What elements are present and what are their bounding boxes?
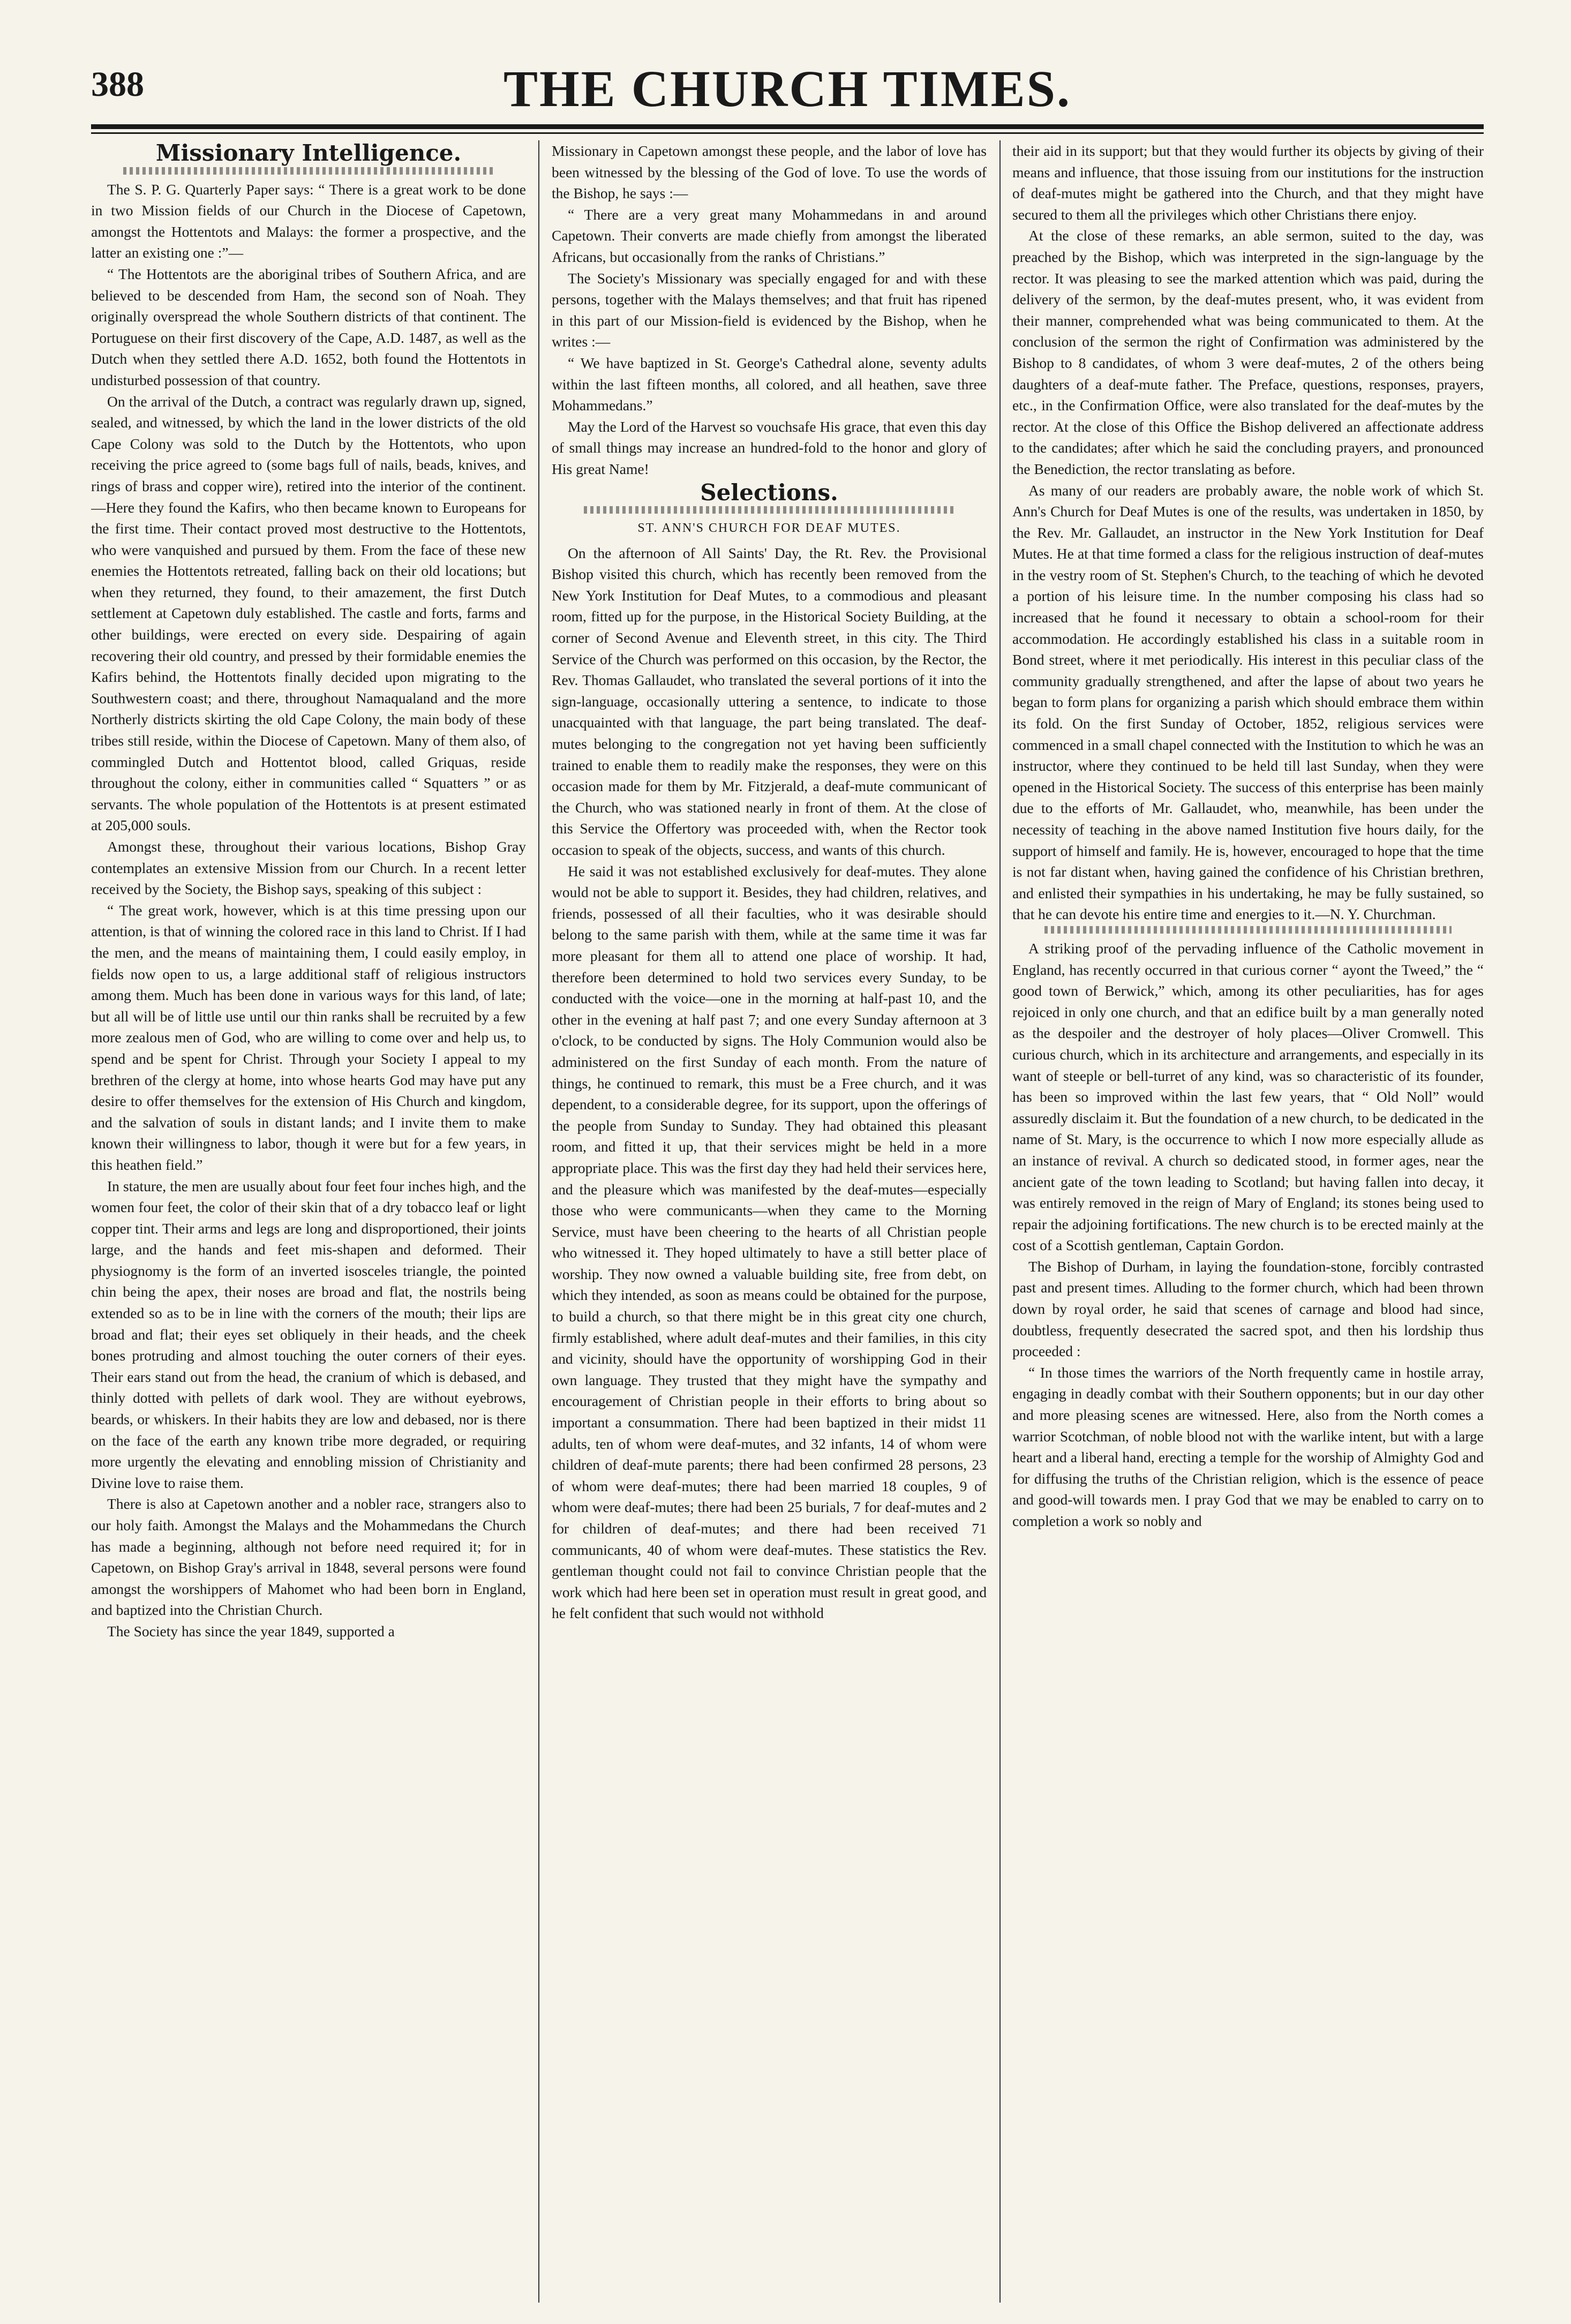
paragraph: The Bishop of Durham, in laying the foundation-stone, forcibly contrasted past and present times. Alluding to the former church, which had been thrown down by royal order, he said that scenes of carnage and blood had since, doubtless, frequently desecrated the sacred spot, and then his lordship thus proceeded :: [1012, 1258, 1484, 1360]
paragraph: He said it was not established exclusively for deaf-mutes. They alone would not be able to support it. Besides, they had children, relatives, and friends, possessed of all their faculties, who it was desirable should belong to the same parish with them, while at the same time it was far more pleasant for them all to attend one place of worship. It had, therefore been determined to hold two services every Sunday, to be conducted with the voice—one in the morning at half-past 10, and the other in the evening at half past 7; and one every Sunday afternoon at 3 o'clock, to be conducted by signs. The Holy Communion would also be administered on the first Sunday of each month. From the nature of things, he continued to remark, this must be a Free church, and it was dependent, to a considerable degree, for its support, upon the offerings of the people from Sunday to Sunday. They had obtained this pleasant room, and fitted it up, that their services might be held in a more appropriate place. This was the first day they had held their services here, and the pleasure which was manifested by the deaf-mutes—especially those who were communicants—when they came to the Morning Service, must have been cheering to the hearts of all Christian people who witnessed it. They hoped ultimately to have a still better place of worship. They now owned a valuable building site, free from debt, on which they intended, as soon as means could be obtained for the purpose, to build a church, so that there might be in this great city one church, firmly established, where adult deaf-mutes and their families, in this city and vicinity, should have the opportunity of worshipping God in their own language. They trusted that they might have the sympathy and encouragement of Christian people in their efforts to bring about so important a consummation. There had been baptized in their midst 11 adults, ten of whom were deaf-mutes, and 32 infants, 14 of whom were children of deaf-mute parents; there had been confirmed 28 persons, 23 of whom were deaf-mutes; there had been married 18 couples, 9 of whom were deaf-mutes; there had been 25 burials, 7 for deaf-mutes and 2 for children of deaf-mutes; and there had been received 71 communicants, 40 of whom were deaf-mutes. These statistics the Rev. gentleman thought could not fail to convince Christian people that the work which had here been set in operation must result in great good, and he felt confident that such would not withhold: [552, 862, 987, 1622]
wavy-divider: [584, 506, 954, 514]
masthead-rule-thick: [91, 124, 1484, 129]
section-heading-missionary: Missionary Intelligence.: [155, 140, 462, 166]
page-number: 388: [91, 65, 144, 104]
column-divider: [538, 140, 539, 2303]
article-subheading: ST. ANN'S CHURCH FOR DEAF MUTES.: [637, 521, 901, 536]
paragraph: The Society's Missionary was specially engaged for and with these persons, together with the Malays themselves; and that fruit has ripened in this part of our Mission-field is evidenced by the Bishop, when he writes :—: [552, 269, 987, 350]
column-2: [552, 140, 987, 2303]
wavy-divider: [1044, 926, 1452, 934]
column-divider: [999, 140, 1001, 2303]
column-3: [1012, 140, 1484, 2303]
masthead: [91, 59, 1484, 118]
paragraph: In stature, the men are usually about four feet four inches high, and the women four feet, the color of their skin that of a dry tobacco leaf or light copper tint. Their arms and legs are long and disproportioned, their joints large, and the hands and feet mis-shapen and deformed. Their physiognomy is the form of an inverted isosceles triangle, the pointed chin being the apex, their noses are broad and flat, the nostrils being extended so as to be in line with the corners of the mouth; their lips are broad and flat; their eyes set obliquely in their heads, and the cheek bones protruding and almost touching the outer corners of their eyes. Their ears stand out from the head, the cranium of which is debased, and thinly dotted with pellets of dark wool. They are without eyebrows, beards, or whiskers. In their habits they are low and debased, nor is there on the face of the earth any known tribe more degraded, or requiring more urgently the elevating and ennobling mission of Christianity and Divine love to raise them.: [91, 1177, 526, 1491]
section-heading-selections: Selections.: [700, 479, 838, 506]
column-1: [91, 140, 526, 2303]
masthead-rule-thin: [91, 132, 1484, 134]
paragraph: On the afternoon of All Saints' Day, the Rt. Rev. the Provisional Bishop visited this church, which has recently been removed from the New York Institution for Deaf Mutes, to a commodious and pleasant room, fitted up for the purpose, in the Historical Society Building, at the corner of Second Avenue and Eleventh street, in this city. The Third Service of the Church was performed on this occasion, by the Rector, the Rev. Thomas Gallaudet, who translated the several portions of it into the sign-language, occasionally uttering a sentence, to indicate to those unacquainted with that language, the part being translated. The deaf-mutes belonging to the congregation not yet having been sufficiently trained to enable them to readily make the responses, they were on this occasion made for them by Mr. Fitzjerald, a deaf-mute communicant of the Church, who was stationed nearly in front of them. At the close of this Service the Offertory was proceeded with, when the Rector took occasion to speak of the objects, success, and wants of this church.: [552, 544, 987, 858]
paragraph: “ We have baptized in St. George's Cathedral alone, seventy adults within the last fifteen months, all colored, and all heathen, save three Mohammedans.”: [552, 354, 987, 414]
paragraph: Amongst these, throughout their various locations, Bishop Gray contemplates an extensive Mission from our Church. In a recent letter received by the Society, the Bishop says, speaking of this subject :: [91, 838, 526, 898]
paragraph: their aid in its support; but that they would further its objects by giving of their means and influence, that those issuing from our institutions for the instruction of deaf-mutes might be gathered into the Church, and that they might have secured to them all the privileges which other Christians there enjoy.: [1012, 142, 1484, 223]
paragraph: “ The Hottentots are the aboriginal tribes of Southern Africa, and are believed to be descended from Ham, the second son of Noah. They originally overspread the whole Southern districts of that continent. The Portuguese on their first discovery of the Cape, A.D. 1487, as well as the Dutch when they settled there A.D. 1652, both found the Hottentots in undisturbed possession of that country.: [91, 265, 526, 388]
paragraph: “ The great work, however, which is at this time pressing upon our attention, is that of winning the colored race in this land to Christ. If I had the men, and the means of maintaining them, I could easily employ, in fields now open to us, a large additional staff of religious instructors among them. Much has been done in various ways for this land, of late; but all will be of little use until our thin ranks shall be recruited by a few more zealous men of God, who are willing to come over and help us, to spend and be spent for Christ. Through your Society I appeal to my brethren of the clergy at home, into whose hearts God may have put any desire to offer themselves for the extension of His Church and kingdom, and the salvation of souls in distant lands; and I invite them to make known their willingness to labor, though it were but for a few years, in this heathen field.”: [91, 901, 526, 1173]
paragraph: A striking proof of the pervading influence of the Catholic movement in England, has recently occurred in that curious corner “ ayont the Tweed,” the “ good town of Berwick,” which, among its other peculiarities, has for ages rejoiced in only one church, and that an edifice built by a man generally noted as the despoiler and the destroyer of holy places—Oliver Cromwell. This curious church, which in its architecture and arrangements, and especially in its want of steeple or bell-turret of any kind, was so characteristic of its founder, has been so improved within the last few years, that “ Old Noll” would assuredly disclaim it. But the foundation of a new church, to be dedicated in the name of St. Mary, is the occurrence to which I now more especially allude as an instance of revival. A church so dedicated stood, in former ages, near the ancient gate of the town leading to Scotland; but having fallen into decay, it was entirely removed in the reign of Mary of England; its stones being used to repair the adjoining fortifications. The new church is to be erected mainly at the cost of a Scottish gentleman, Captain Gordon.: [1012, 939, 1484, 1254]
paragraph: “ In those times the warriors of the North frequently came in hostile array, engaging in deadly combat with their Southern opponents; but in our day other and more pleasing scenes are witnessed. Here, also from the North comes a warrior Scotchman, of noble blood not with the warlike intent, but with a large heart and a liberal hand, erecting a temple for the worship of Almighty God and for diffusing the truths of the Christian religion, which is the essence of peace and good-will towards men. I pray God that we may be enabled to carry on to completion a work so nobly and: [1012, 1364, 1484, 1529]
paragraph: The S. P. G. Quarterly Paper says: “ There is a great work to be done in two Mission fields of our Church in the Diocese of Capetown, amongst the Hottentots and Malays: the former a prospective, and the latter an existing one :”—: [91, 180, 526, 261]
paragraph: There is also at Capetown another and a nobler race, strangers also to our holy faith. Amongst the Malays and the Mohammedans the Church has made a beginning, although not before need required it; for in Capetown, on Bishop Gray's arrival in 1848, several persons were found amongst the worshippers of Mahomet who had been born in England, and baptized into the Christian Church.: [91, 1495, 526, 1619]
wavy-divider: [123, 167, 494, 175]
paragraph: The Society has since the year 1849, supported a: [107, 1622, 395, 1639]
paragraph: At the close of these remarks, an able sermon, suited to the day, was preached by the Bishop, which was interpreted in the sign-language by the rector. It was pleasing to see the marked attention which was paid, during the delivery of the sermon, by the deaf-mutes present, who, it was evident from their manner, comprehended what was being communicated to them. At the conclusion of the sermon the right of Confirmation was administered by the Bishop to 8 candidates, of whom 3 were deaf-mutes, 2 of the others being daughters of a deaf-mute father. The Preface, questions, responses, prayers, etc., in the Confirmation Office, were also translated for the deaf-mutes by the rector. At the close of this Office the Bishop delivered an affectionate address to the candidates; after which he said the concluding prayers, and pronounced the Benediction, the rector translating as before.: [1012, 227, 1484, 477]
paragraph: “ There are a very great many Mohammedans in and around Capetown. Their converts are made chiefly from amongst the liberated Africans, but occasionally from the ranks of Christians.”: [552, 206, 987, 265]
paragraph: Missionary in Capetown amongst these people, and the labor of love has been witnessed by the blessing of the God of love. To use the words of the Bishop, he says :—: [552, 142, 987, 202]
newspaper-title: THE CHURCH TIMES.: [503, 60, 1072, 117]
paragraph: May the Lord of the Harvest so vouchsafe His grace, that even this day of small things may increase an hundred-fold to the honor and glory of His great Name!: [552, 418, 987, 477]
paragraph: As many of our readers are probably aware, the noble work of which St. Ann's Church for Deaf Mutes is one of the results, was undertaken in 1850, by the Rev. Mr. Gallaudet, an instructor in the New York Institution for Deaf Mutes. He at that time formed a class for the religious instruction of deaf-mutes in the vestry room of St. Stephen's Church, to the teaching of which he devoted a portion of his leisure time. In the number composing his class had so increased that he found it necessary to obtain a school-room for their accommodation. He accordingly established his class in a suitable room in Bond street, where it met periodically. His interest in this peculiar class of the community gradually strengthened, and after the lapse of about two years he began to form plans for organizing a parish which should embrace them within its fold. On the first Sunday of October, 1852, religious services were commenced in a small chapel connected with the Institution to which he was an instructor, where they continued to be held till last Sunday, when they were opened in the Historical Society. The success of this enterprise has been mainly due to the efforts of Mr. Gallaudet, who, meanwhile, has been under the necessity of teaching in the above named Institution five hours daily, for the support of himself and family. He is, however, encouraged to hope that the time is not far distant when, having gained the confidence of his Christian brethren, and enlisted their sympathies in his undertaking, he may be fully sustained, so that he can devote his entire time and energies to it.—N. Y. Churchman.: [1012, 482, 1484, 923]
paragraph: On the arrival of the Dutch, a contract was regularly drawn up, signed, sealed, and witnessed, by which the land in the lower districts of the old Cape Colony was sold to the Dutch by the Hottentots, who upon receiving the price agreed to (some bags full of nails, beads, knives, and rings of brass and copper wire), retired into the interior of the continent.—Here they found the Kafirs, who then became known to Europeans for the first time. Their contact proved most destructive to the Hottentots, who were vanquished and pursued by them. From the face of these new enemies the Hottentots retreated, falling back on their old locations; but when they returned, they found, to their amazement, the first Dutch settlement at Capetown duly established. The castle and forts, farms and other buildings, were erected on every side. Despairing of again recovering their old country, and pressed by their formidable enemies the Kafirs behind, the Hottentots finally decided upon migrating to the Southwestern coast; and there, throughout Namaqualand and the more Northerly districts skirting the old Cape Colony, the main body of these tribes still reside, within the Diocese of Capetown. Many of them also, of commingled Dutch and Hottentot blood, called Griquas, reside throughout the colony, either in communities called “ Squatters ” or as servants. The whole population of the Hottentots is at present estimated at 205,000 souls.: [91, 393, 526, 834]
